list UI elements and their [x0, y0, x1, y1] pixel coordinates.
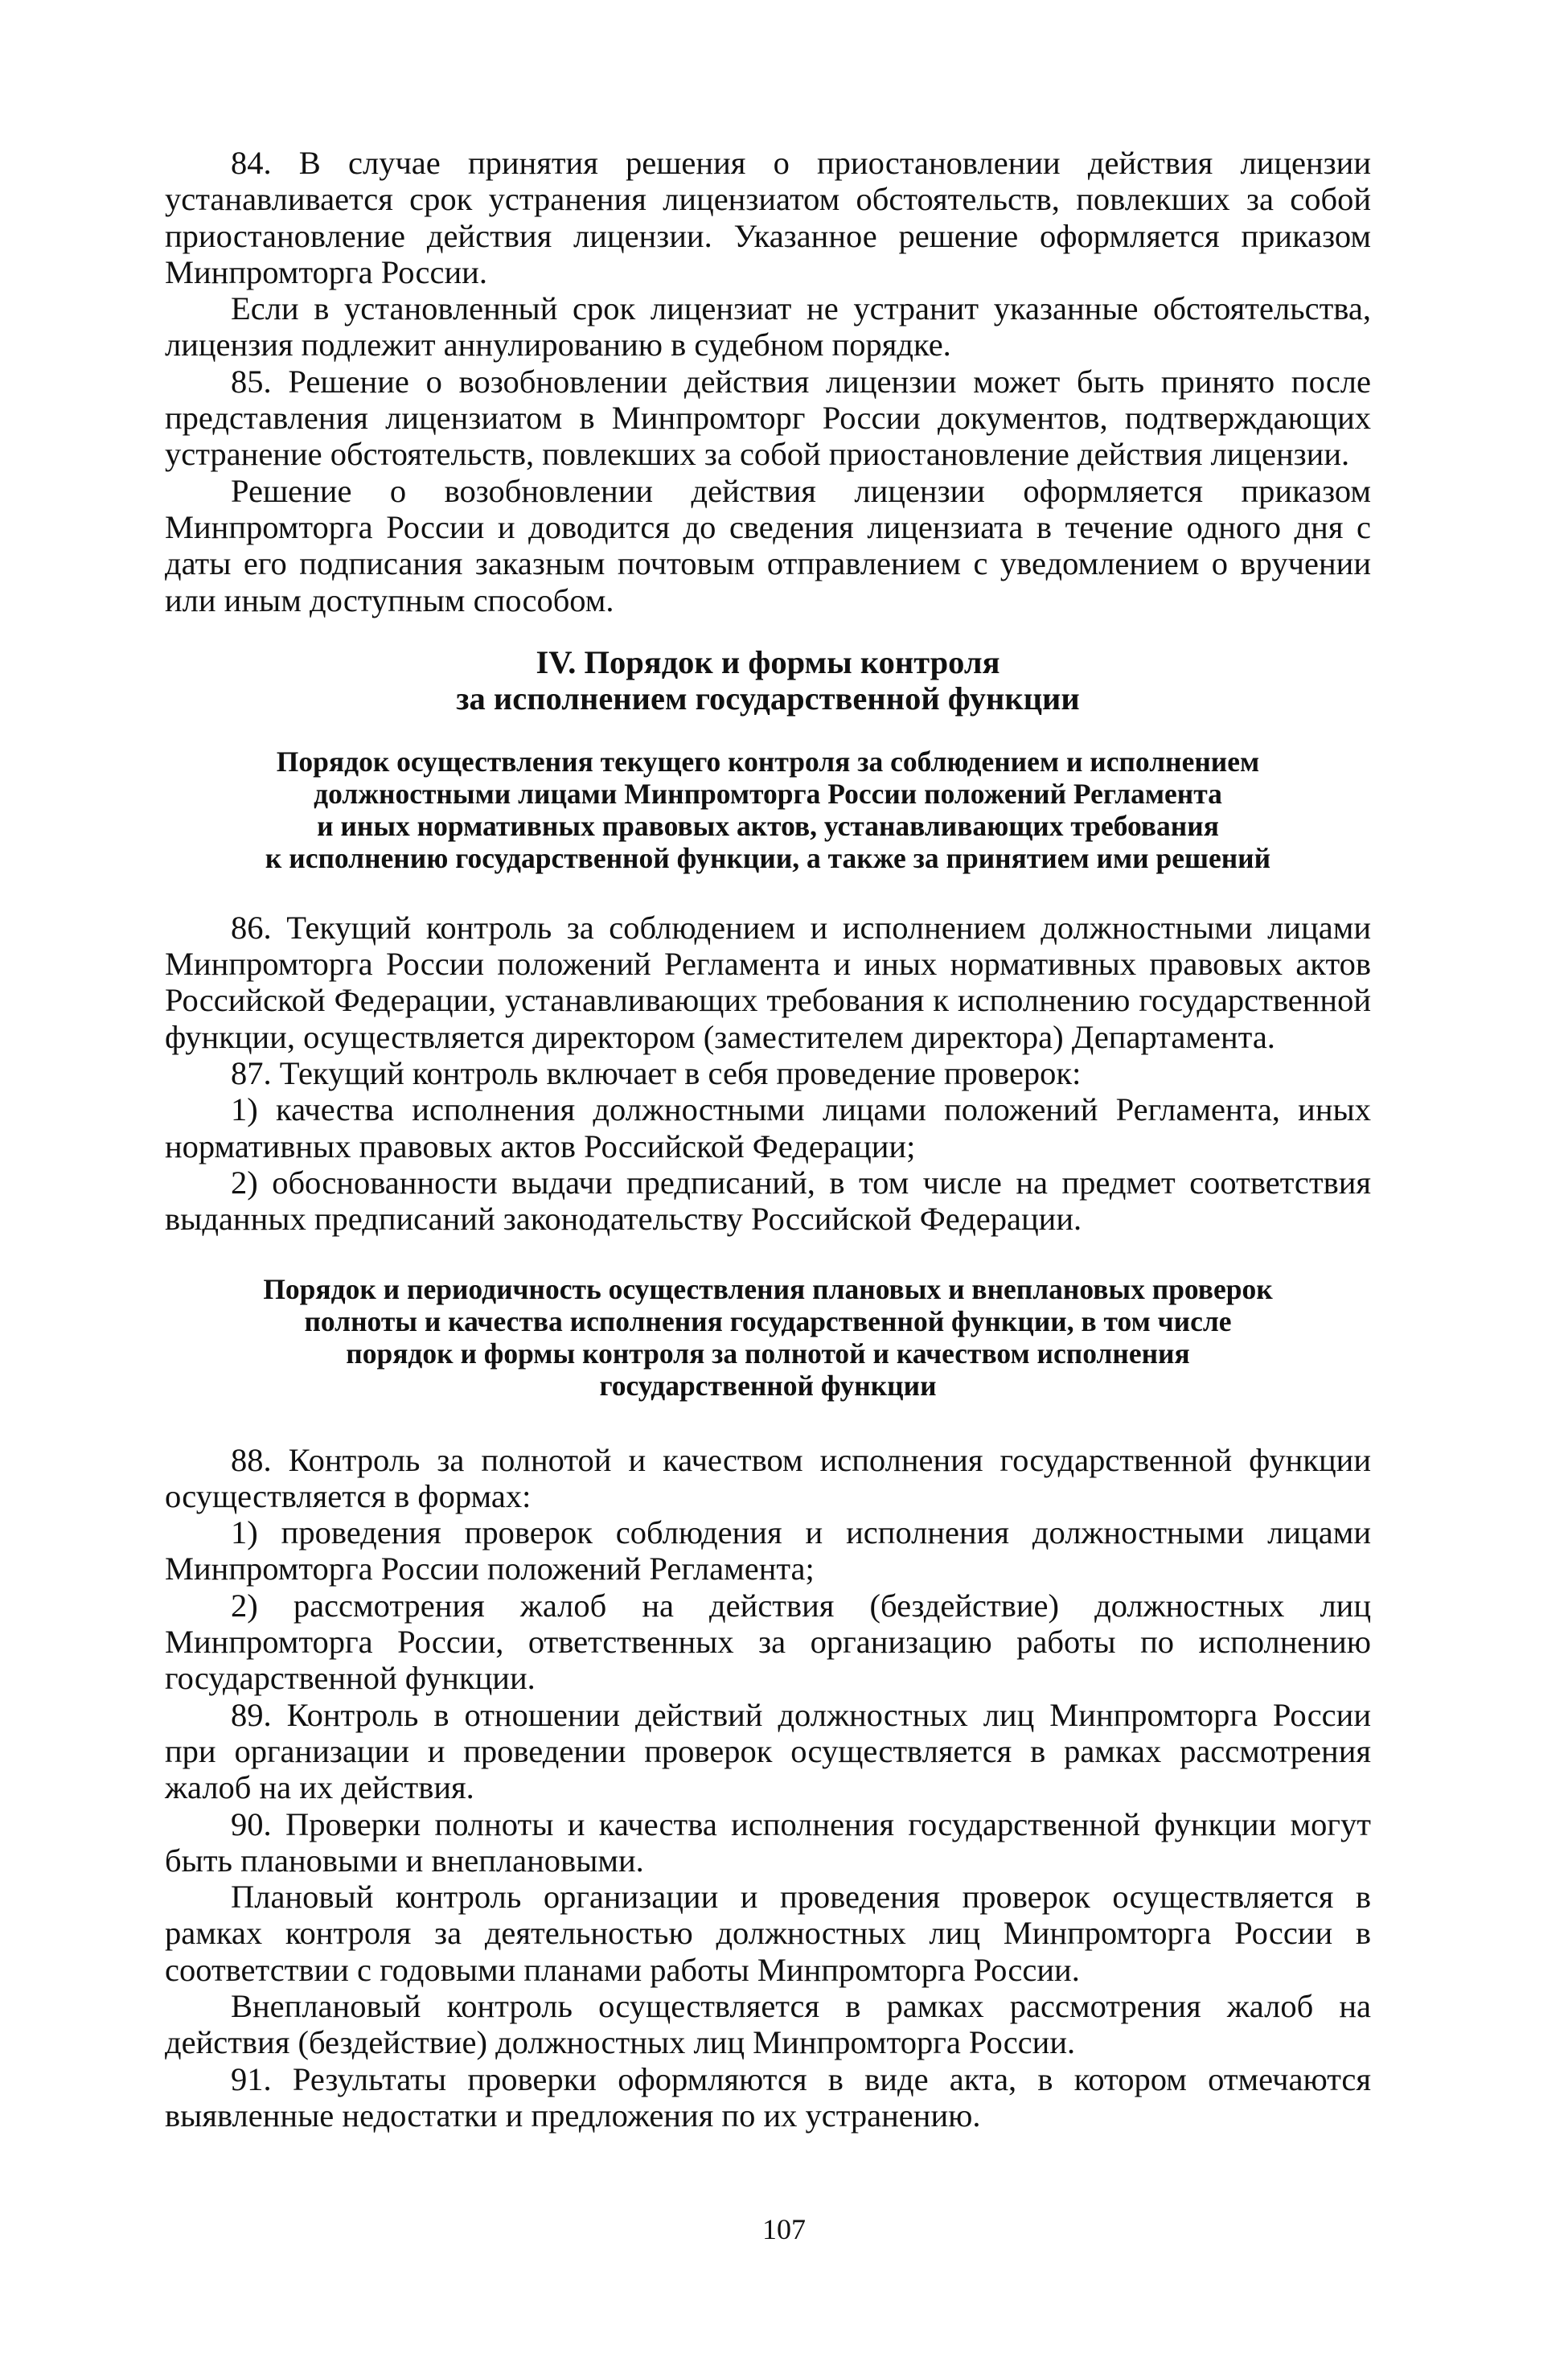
paragraph-88: 88. Контроль за полнотой и качеством исполнения государственной функции осуществляется в формах:: [165, 1441, 1371, 1514]
section-title-line-2: за исполнением государственной функции: [456, 680, 1080, 717]
paragraph-87-item-1: 1) качества исполнения должностными лицами положений Регламента, иных нормативных правовых актов Российской Федерации;: [165, 1091, 1371, 1164]
subsection-1-line-1: Порядок осуществления текущего контроля за соблюдением и исполнением: [276, 745, 1260, 778]
paragraph-87: 87. Текущий контроль включает в себя проведение проверок:: [231, 1055, 1082, 1092]
page-number: 107: [762, 2213, 806, 2245]
subsection-1-line-3: и иных нормативных правовых актов, устанавливающих требования: [317, 809, 1219, 842]
subsection-1-line-4: к исполнению государственной функции, а также за принятием ими решений: [265, 841, 1271, 874]
paragraph-91: 91. Результаты проверки оформляются в виде акта, в котором отмечаются выявленные недостатки и предложения по их устранению.: [165, 2060, 1371, 2134]
paragraph-88-item-2: 2) рассмотрения жалоб на действия (бездействие) должностных лиц Минпромторга России, ответственных за организацию работы по исполнению государственной функции.: [165, 1587, 1371, 1697]
subsection-2-line-3: порядок и формы контроля за полнотой и качеством исполнения: [346, 1337, 1190, 1370]
subsection-2-line-1: Порядок и периодичность осуществления плановых и внеплановых проверок: [263, 1272, 1273, 1305]
paragraph-90-unplanned-control: Внеплановый контроль осуществляется в рамках рассмотрения жалоб на действия (бездействие) должностных лиц Минпромторга России.: [165, 1987, 1371, 2061]
paragraph-84: 84. В случае принятия решения о приостановлении действия лицензии устанавливается срок устранения лицензиатом обстоятельств, повлекших за собой приостановление действия лицензии. Указанное решение оформляется приказом Минпромторга России.: [165, 145, 1371, 290]
spacer: [165, 1402, 1371, 1442]
subsection-2-line-2: полноты и качества исполнения государственной функции, в том числе: [304, 1304, 1232, 1337]
paragraph-85-continuation: Решение о возобновлении действия лицензии оформляется приказом Минпромторга России и доводится до сведения лицензиата в течение одного дня с даты его подписания заказным почтовым отправлением с уведомлением о вручении или иным доступным способом.: [165, 472, 1371, 618]
spacer: [165, 874, 1371, 910]
paragraph-90-planned-control: Плановый контроль организации и проведения проверок осуществляется в рамках контроля за деятельностью должностных лиц Минпромторга России в соответствии с годовыми планами работы Минпромторга России.: [165, 1879, 1371, 1988]
paragraph-90: 90. Проверки полноты и качества исполнения государственной функции могут быть плановыми и внеплановыми.: [165, 1805, 1371, 1879]
section-title-line-1: IV. Порядок и формы контроля: [536, 643, 1000, 680]
section-title: [165, 644, 1371, 717]
paragraph-85: 85. Решение о возобновлении действия лицензии может быть принято после представления лицензиатом в Минпромторг России документов, подтверждающих устранение обстоятельств, повлекших за собой приостановление действия лицензии.: [165, 363, 1371, 473]
subsection-2-line-4: государственной функции: [599, 1369, 937, 1402]
paragraph-87-item-2: 2) обоснованности выдачи предписаний, в том числе на предмет соответствия выданных предписаний законодательству Российской Федерации.: [165, 1164, 1371, 1238]
paragraph-88-item-1: 1) проведения проверок соблюдения и исполнения должностными лицами Минпромторга России положений Регламента;: [165, 1514, 1371, 1587]
paragraph-84-continuation: Если в установленный срок лицензиат не устранит указанные обстоятельства, лицензия подлежит аннулированию в судебном порядке.: [165, 290, 1371, 363]
subsection-title-current-control: [165, 745, 1371, 874]
document-page: [165, 145, 1371, 2134]
paragraph-89: 89. Контроль в отношении действий должностных лиц Минпромторга России при организации и проведении проверок осуществляется в рамках рассмотрения жалоб на их действия.: [165, 1696, 1371, 1806]
subsection-title-planned-inspections: [165, 1273, 1371, 1402]
subsection-1-line-2: должностными лицами Минпромторга России положений Регламента: [314, 777, 1222, 810]
paragraph-86: 86. Текущий контроль за соблюдением и исполнением должностными лицами Минпромторга России положений Регламента и иных нормативных правовых актов Российской Федерации, устанавливающих требования к исполнению государственной функции, осуществляется директором (заместителем директора) Департамента.: [165, 909, 1371, 1055]
